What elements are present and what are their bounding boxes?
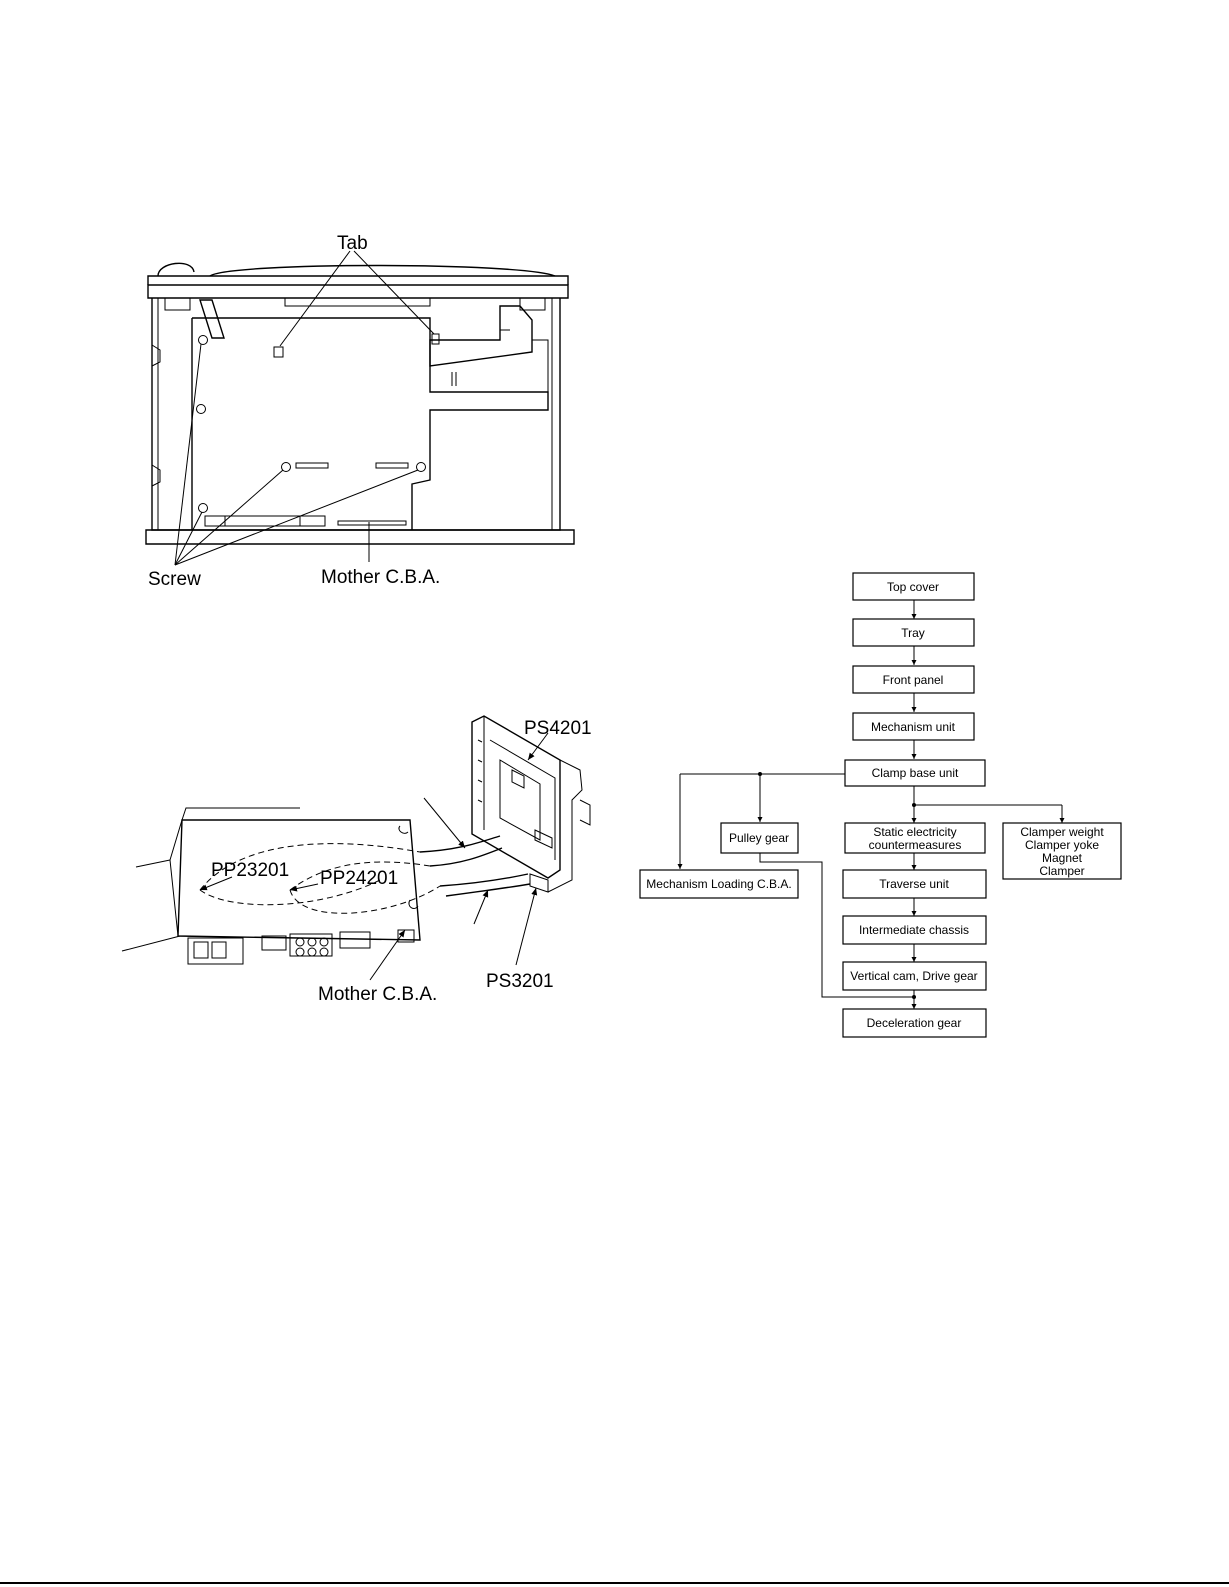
text-clamper-line1: Clamper weight (1020, 825, 1104, 839)
text-deceleration-gear: Deceleration gear (866, 1016, 962, 1030)
label-mother-cba-1: Mother C.B.A. (321, 567, 441, 588)
text-front-panel: Front panel (882, 673, 944, 687)
label-ps4201: PS4201 (524, 718, 592, 739)
disassembly-flowchart (640, 573, 1121, 1037)
figure-unit-bottom-view (146, 251, 574, 565)
text-clamper-line2: Clamper yoke (1024, 838, 1100, 852)
text-clamp-base-unit: Clamp base unit (871, 766, 959, 780)
text-clamper-line4: Clamper (1039, 864, 1085, 878)
label-pp23201: PP23201 (211, 860, 290, 881)
text-mechanism-loading: Mechanism Loading C.B.A. (646, 877, 792, 891)
text-clamper-line3: Magnet (1041, 851, 1083, 865)
label-pp24201: PP24201 (320, 868, 399, 889)
text-traverse-unit: Traverse unit (879, 877, 949, 891)
text-static-line1: Static electricity (873, 825, 957, 839)
text-tray: Tray (901, 626, 925, 640)
text-mechanism-unit: Mechanism unit (870, 720, 956, 734)
text-vertical-cam: Vertical cam, Drive gear (850, 969, 978, 983)
text-pulley-gear: Pulley gear (728, 831, 790, 845)
label-mother-cba-2: Mother C.B.A. (318, 984, 438, 1005)
text-top-cover: Top cover (886, 580, 940, 594)
text-intermediate-chassis: Intermediate chassis (858, 923, 970, 937)
label-screw: Screw (148, 569, 201, 590)
figure-connector-view (122, 716, 590, 980)
label-tab: Tab (337, 233, 368, 254)
label-ps3201: PS3201 (486, 971, 554, 992)
text-static-line2: countermeasures (868, 838, 962, 852)
